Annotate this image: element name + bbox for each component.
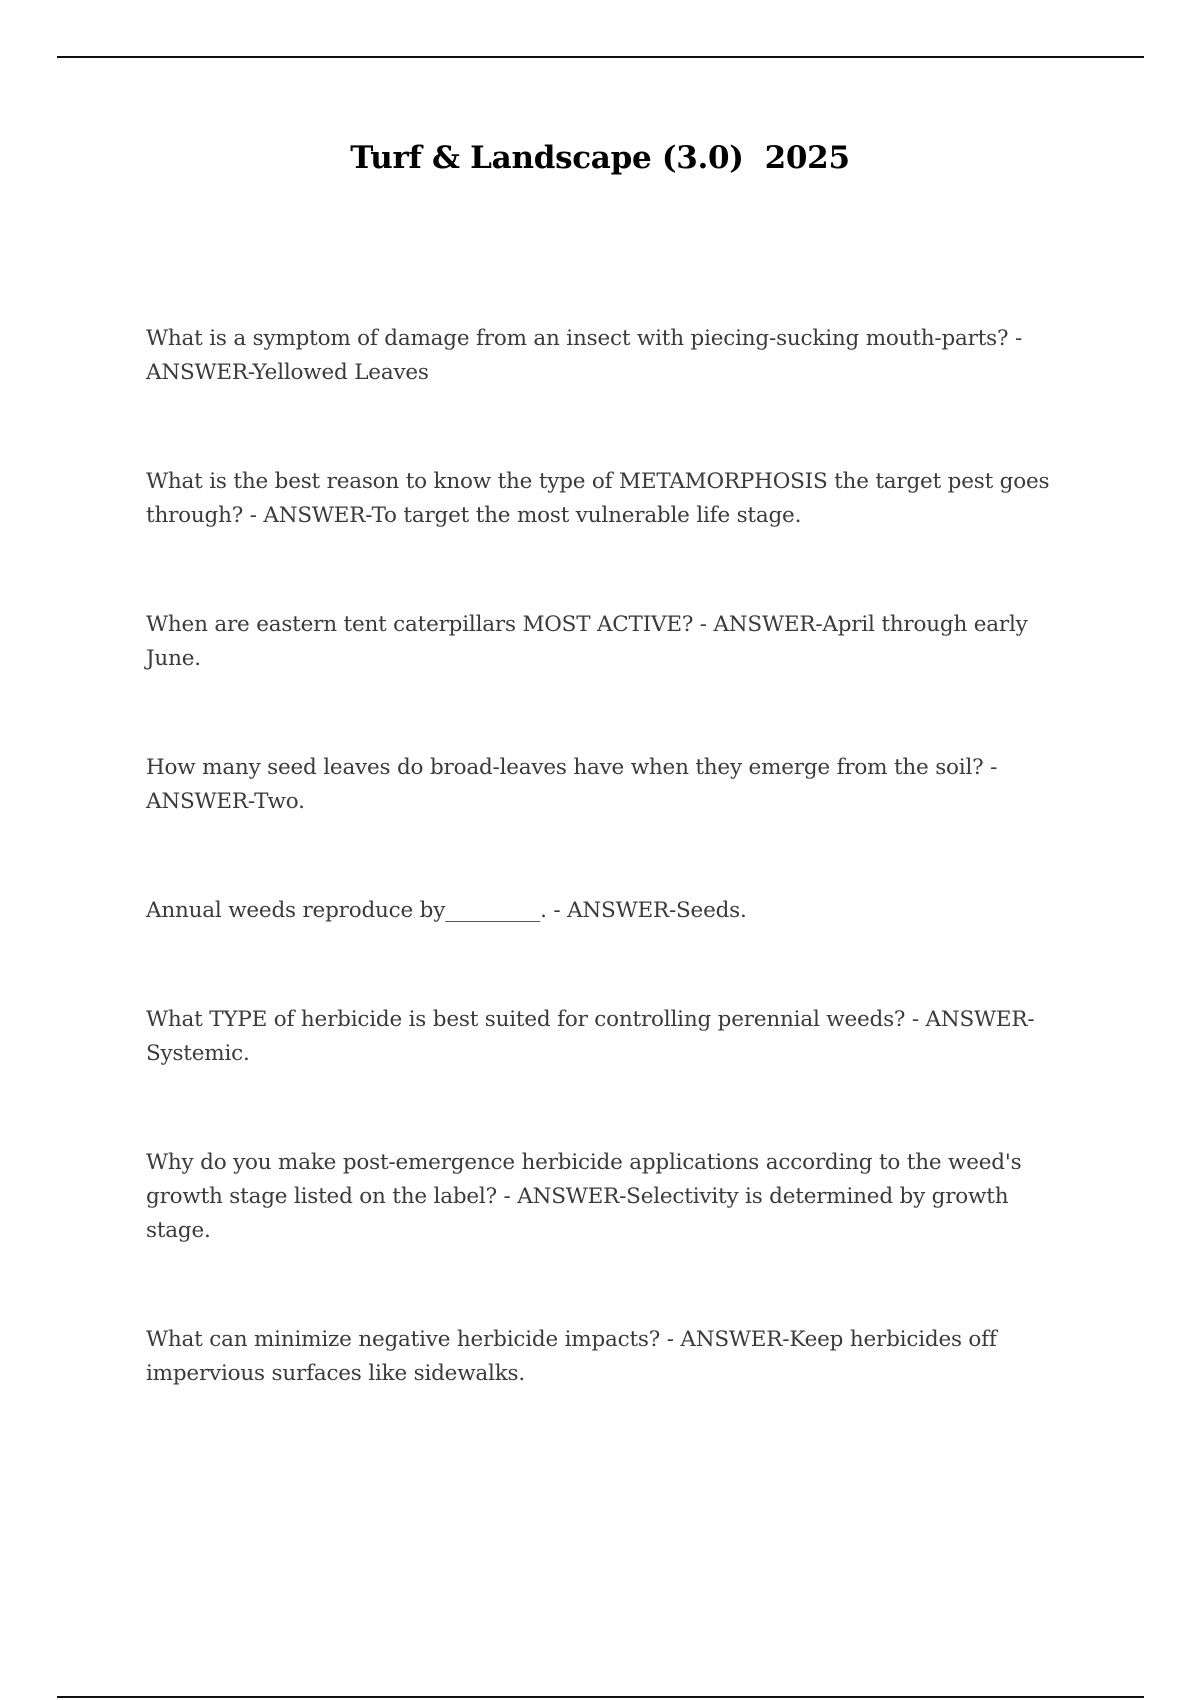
qa-item: What can minimize negative herbicide impacts? - ANSWER-Keep herbicides off impervious surfaces like sidewalks. [146,1327,997,1386]
page-title: Turf & Landscape (3.0) 2025 [350,140,850,176]
qa-item: What TYPE of herbicide is best suited for controlling perennial weeds? - ANSWER-Systemic. [146,1007,1035,1066]
qa-item: What is the best reason to know the type of METAMORPHOSIS the target pest goes through? - ANSWER-To target the most vulnerable life stage. [146,469,1050,528]
qa-item: How many seed leaves do broad-leaves have when they emerge from the soil? - ANSWER-Two. [146,755,998,814]
qa-item: Annual weeds reproduce by_________. - ANSWER-Seeds. [146,898,747,923]
footer-rule [57,1696,1144,1698]
qa-item: When are eastern tent caterpillars MOST ACTIVE? - ANSWER-April through early June. [146,612,1028,671]
header-rule [57,56,1144,58]
qa-item: What is a symptom of damage from an insect with piecing-sucking mouth-parts? - ANSWER-Yellowed Leaves [146,326,1023,385]
qa-item: Why do you make post-emergence herbicide applications according to the weed's growth stage listed on the label? - ANSWER-Selectivity is determined by growth stage. [146,1150,1022,1243]
